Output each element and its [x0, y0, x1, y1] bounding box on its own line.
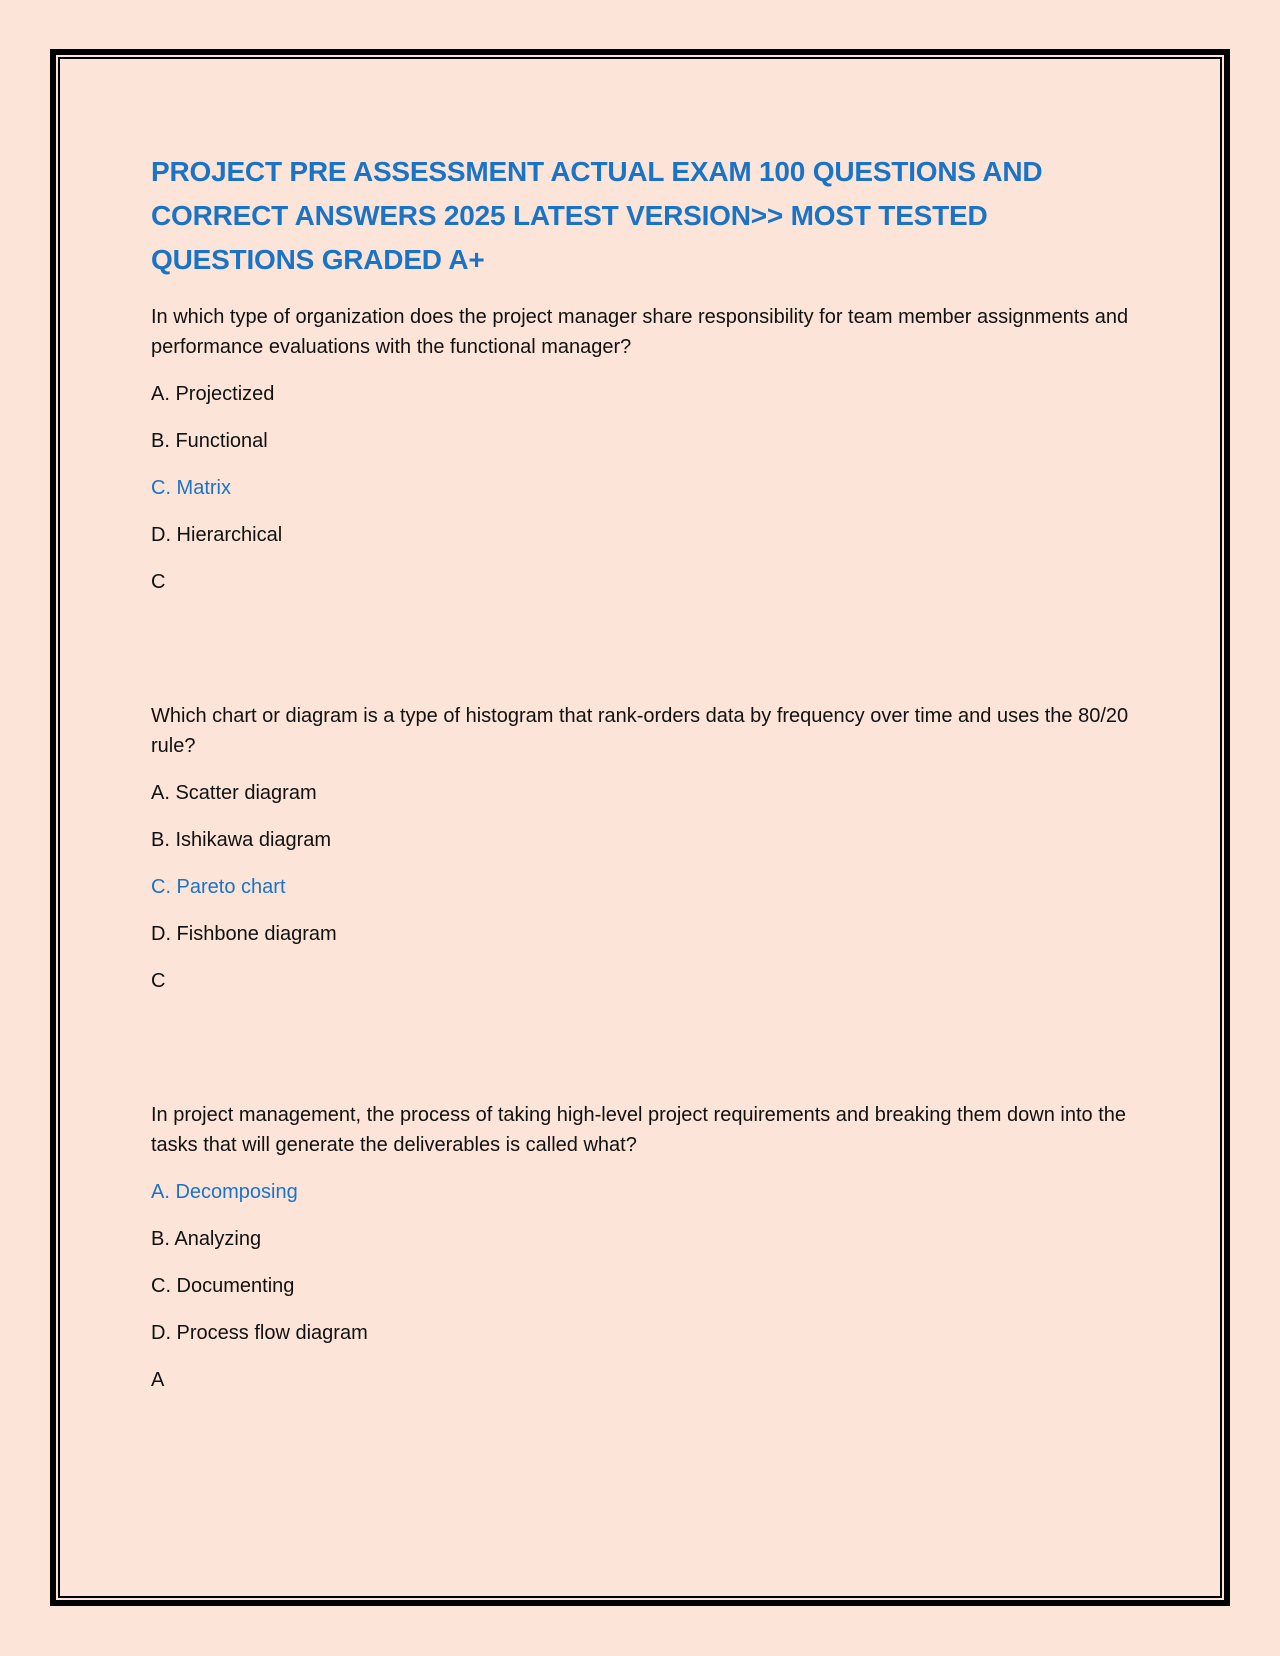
option-b: B. Ishikawa diagram	[151, 829, 332, 851]
document-content	[151, 150, 1141, 1499]
answer-key: C	[151, 571, 166, 593]
option-c: C. Documenting	[151, 1275, 295, 1297]
option-d: D. Process flow diagram	[151, 1322, 368, 1344]
title-line: QUESTIONS GRADED A+	[151, 244, 485, 275]
question-block-2	[151, 701, 1141, 996]
document-title	[151, 150, 1141, 282]
option-c-correct: C. Pareto chart	[151, 876, 286, 898]
question-text: In which type of organization does the project manager share responsibility for team member assignments and performance evaluations with the functional manager?	[151, 306, 1129, 358]
option-d: D. Fishbone diagram	[151, 923, 337, 945]
option-b: B. Functional	[151, 430, 268, 452]
question-text: Which chart or diagram is a type of histogram that rank-orders data by frequency over time and uses the 80/20 rule?	[151, 705, 1129, 757]
question-block-1	[151, 302, 1141, 597]
option-a: A. Projectized	[151, 383, 275, 405]
answer-key: C	[151, 970, 166, 992]
title-line: PROJECT PRE ASSESSMENT ACTUAL EXAM 100 QUESTIONS AND	[151, 156, 1043, 187]
option-a-correct: A. Decomposing	[151, 1181, 298, 1203]
question-text: In project management, the process of taking high-level project requirements and breaking them down into the tasks that will generate the deliverables is called what?	[151, 1104, 1126, 1156]
option-d: D. Hierarchical	[151, 524, 283, 546]
question-block-3	[151, 1100, 1141, 1395]
option-a: A. Scatter diagram	[151, 782, 317, 804]
answer-key: A	[151, 1369, 165, 1391]
option-c-correct: C. Matrix	[151, 477, 231, 499]
title-line: CORRECT ANSWERS 2025 LATEST VERSION>> MOST TESTED	[151, 200, 988, 231]
option-b: B. Analyzing	[151, 1228, 262, 1250]
